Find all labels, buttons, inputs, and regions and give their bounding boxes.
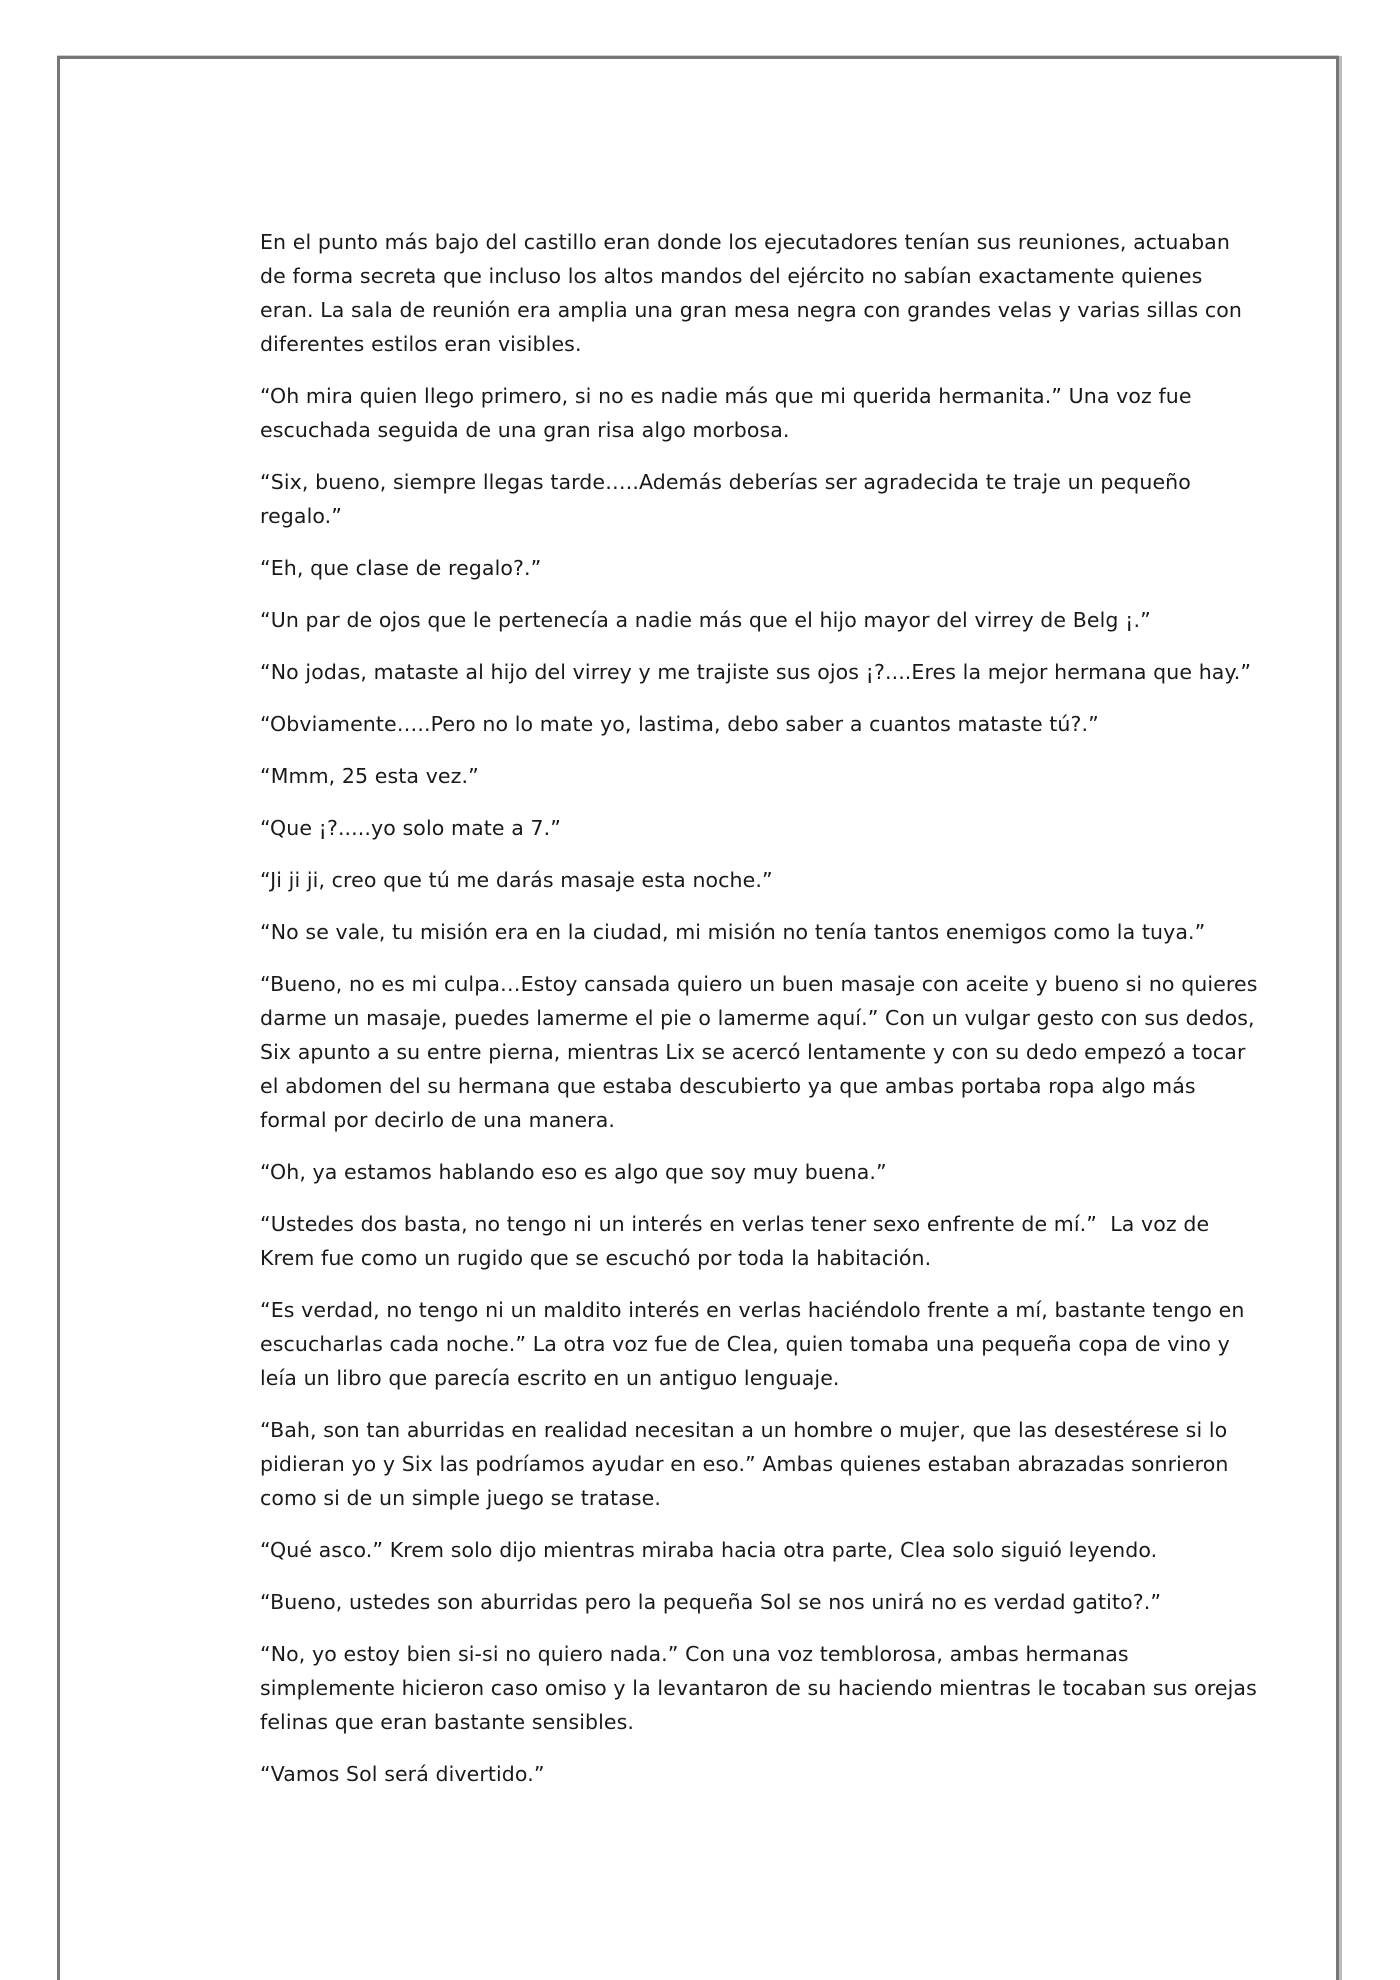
paragraph: “Ji ji ji, creo que tú me darás masaje esta noche.” [260, 868, 773, 892]
paragraph: “Bueno, ustedes son aburridas pero la pequeña Sol se nos unirá no es verdad gatito?.” [260, 1590, 1162, 1614]
paragraph: “Que ¡?.....yo solo mate a 7.” [260, 816, 561, 840]
paragraph: “Un par de ojos que le pertenecía a nadie más que el hijo mayor del virrey de Belg ¡.” [260, 608, 1151, 632]
paragraph: “Mmm, 25 esta vez.” [260, 764, 479, 788]
document-page [57, 56, 1339, 1980]
paragraph: “Eh, que clase de regalo?.” [260, 556, 542, 580]
paragraph: “Six, bueno, siempre llegas tarde…..Además deberías ser agradecida te traje un pequeño regalo.” [260, 470, 1198, 528]
paragraph: “No se vale, tu misión era en la ciudad, mi misión no tenía tantos enemigos como la tuya.” [260, 920, 1206, 944]
paragraph: “Obviamente…..Pero no lo mate yo, lastima, debo saber a cuantos mataste tú?.” [260, 712, 1099, 736]
paragraph: “Qué asco.” Krem solo dijo mientras miraba hacia otra parte, Clea solo siguió leyendo. [260, 1538, 1158, 1562]
paragraph: “Oh, ya estamos hablando eso es algo que soy muy buena.” [260, 1160, 887, 1184]
paragraph: “Ustedes dos basta, no tengo ni un interés en verlas tener sexo enfrente de mí.” La voz de Krem fue como un rugido que se escuchó por toda la habitación. [260, 1212, 1216, 1270]
paragraph: “Bah, son tan aburridas en realidad necesitan a un hombre o mujer, que las desestérese si lo pidieran yo y Six las podríamos ayudar en eso.” Ambas quienes estaban abrazadas sonrieron como si de un simple juego se tratase. [260, 1418, 1236, 1510]
paragraph: “Es verdad, no tengo ni un maldito interés en verlas haciéndolo frente a mí, bastante tengo en escucharlas cada noche.” La otra voz fue de Clea, quien tomaba una pequeña copa de vino y leía un libro que parecía escrito en un antiguo lenguaje. [260, 1298, 1252, 1390]
paragraph: “Oh mira quien llego primero, si no es nadie más que mi querida hermanita.” Una voz fue escuchada seguida de una gran risa algo morbosa. [260, 384, 1199, 442]
paragraph: “No jodas, mataste al hijo del virrey y me trajiste sus ojos ¡?....Eres la mejor hermana que hay.” [260, 660, 1252, 684]
page-body [260, 225, 1265, 1809]
paragraph: “Vamos Sol será divertido.” [260, 1762, 545, 1786]
paragraph: “Bueno, no es mi culpa…Estoy cansada quiero un buen masaje con aceite y bueno si no quieres darme un masaje, puedes lamerme el pie o lamerme aquí.” Con un vulgar gesto con sus dedos, Six apunto a su entre pierna, mientras Lix se acercó lentamente y con su dedo empezó a tocar el abdomen del su hermana que estaba descubierto ya que ambas portaba ropa algo más formal por decirlo de una manera. [260, 972, 1265, 1132]
paragraph: “No, yo estoy bien si-si no quiero nada.” Con una voz temblorosa, ambas hermanas simplemente hicieron caso omiso y la levantaron de su haciendo mientras le tocaban sus orejas felinas que eran bastante sensibles. [260, 1642, 1264, 1734]
paragraph: En el punto más bajo del castillo eran donde los ejecutadores tenían sus reuniones, actuaban de forma secreta que incluso los altos mandos del ejército no sabían exactamente quienes eran. La sala de reunión era amplia una gran mesa negra con grandes velas y varias sillas con diferentes estilos eran visibles. [260, 230, 1249, 356]
